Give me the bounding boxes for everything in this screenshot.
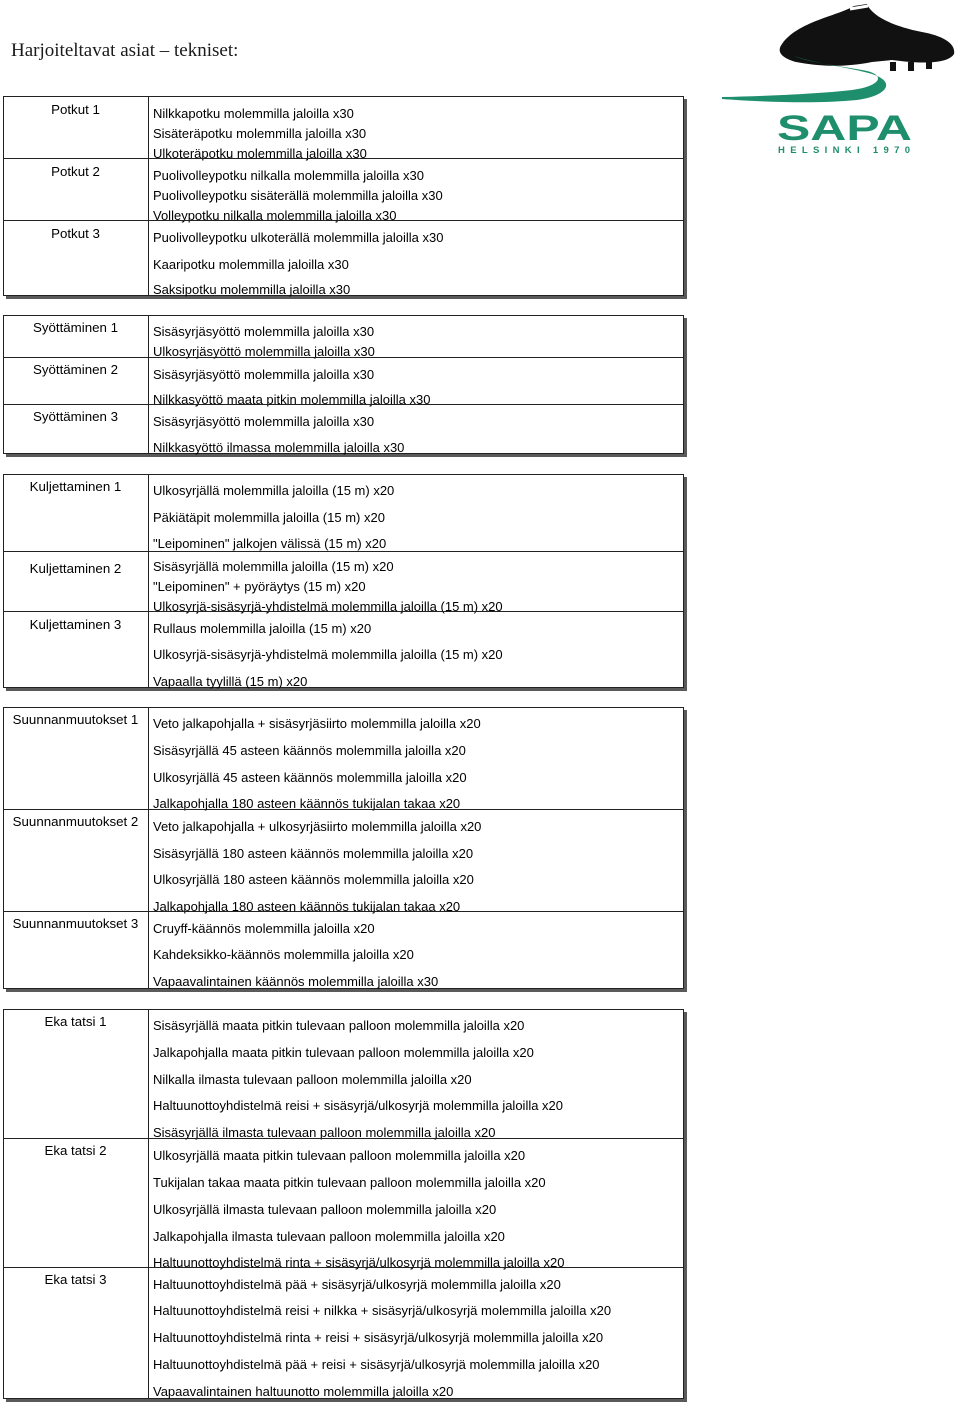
skill-item: Puolivolleypotku nilkalla molemmilla jaloilla x30: [153, 168, 424, 183]
skill-item: Nilkkapotku molemmilla jaloilla x30: [153, 106, 354, 121]
skill-item: Ulkosyrjällä 45 asteen käännös molemmilla jaloilla x20: [153, 770, 467, 785]
skill-item: Vapaalla tyylillä (15 m) x20: [153, 674, 308, 689]
skills-section: [3, 96, 684, 296]
skill-item: "Leipominen" + pyöräytys (15 m) x20: [153, 579, 366, 594]
skill-group-label: Eka tatsi 3: [44, 1272, 107, 1287]
skill-item: Sisäsyrjällä 180 asteen käännös molemmilla jaloilla x20: [153, 846, 474, 861]
skill-item: Ulkoteräpotku molemmilla jaloilla x30: [153, 146, 367, 161]
skills-section: [3, 707, 684, 989]
skill-item: Päkiätäpit molemmilla jaloilla (15 m) x20: [153, 510, 385, 525]
skill-group: [4, 911, 683, 989]
skill-item: Ulkosyrjällä maata pitkin tulevaan palloon molemmilla jaloilla x20: [153, 1148, 526, 1163]
skill-item: Vapaavalintainen haltuunotto molemmilla jaloilla x20: [153, 1384, 454, 1399]
skill-item: Haltuunottoyhdistelmä pää + sisäsyrjä/ulkosyrjä molemmilla jaloilla x20: [153, 1277, 561, 1292]
skill-group: [4, 97, 683, 161]
skill-group-label: Eka tatsi 1: [44, 1014, 107, 1029]
skill-item: Ulkosyrjällä 180 asteen käännös molemmilla jaloilla x20: [153, 872, 474, 887]
skill-group-label: Syöttäminen 2: [32, 362, 118, 377]
skill-items: [148, 552, 683, 612]
skill-items: [148, 475, 683, 551]
skill-group-label: Kuljettaminen 2: [29, 561, 122, 576]
skill-group: [4, 316, 683, 357]
skill-items: [148, 405, 683, 454]
skill-items: [148, 358, 683, 405]
skills-section: [3, 474, 684, 688]
skill-item: Nilkkasyöttö maata pitkin molemmilla jaloilla x30: [153, 392, 431, 407]
skill-item: Sisäsyrjällä ilmasta tulevaan palloon molemmilla jaloilla x20: [153, 1125, 496, 1140]
skill-group-label: Potkut 2: [51, 164, 100, 179]
skill-group: [4, 158, 683, 221]
skills-section: [3, 1009, 684, 1399]
skill-group-label: Suunnanmuutokset 3: [12, 916, 139, 931]
skill-item: Sisäsyrjällä 45 asteen käännös molemmilla jaloilla x20: [153, 743, 466, 758]
skill-item: Jalkapohjalla 180 asteen käännös tukijalan takaa x20: [153, 899, 461, 914]
skill-item: Kahdeksikko-käännös molemmilla jaloilla x20: [153, 947, 414, 962]
skill-item: Kaaripotku molemmilla jaloilla x30: [153, 257, 349, 272]
skill-item: Ulkosyrjällä molemmilla jaloilla (15 m) x20: [153, 483, 395, 498]
skill-item: Sisäteräpotku molemmilla jaloilla x30: [153, 126, 367, 141]
skill-items: [148, 97, 683, 161]
skill-items: [148, 1010, 683, 1138]
skill-item: Nilkalla ilmasta tulevaan palloon molemmilla jaloilla x20: [153, 1072, 472, 1087]
skill-group: [4, 1010, 683, 1138]
skill-item: Nilkkasyöttö ilmassa molemmilla jaloilla x30: [153, 440, 405, 455]
skill-item: Sisäsyrjäsyöttö molemmilla jaloilla x30: [153, 367, 375, 382]
skill-group: [4, 1267, 683, 1399]
skill-item: Ulkosyrjällä ilmasta tulevaan palloon molemmilla jaloilla x20: [153, 1202, 497, 1217]
skill-item: Sisäsyrjäsyöttö molemmilla jaloilla x30: [153, 324, 375, 339]
skill-item: Haltuunottoyhdistelmä rinta + sisäsyrjä/ulkosyrjä molemmilla jaloilla x20: [153, 1255, 565, 1270]
skill-item: Jalkapohjalla maata pitkin tulevaan palloon molemmilla jaloilla x20: [153, 1045, 534, 1060]
skill-group-label: Potkut 3: [51, 226, 100, 241]
skill-item: Puolivolleypotku sisäterällä molemmilla jaloilla x30: [153, 188, 443, 203]
skill-item: Haltuunottoyhdistelmä rinta + reisi + sisäsyrjä/ulkosyrjä molemmilla jaloilla x20: [153, 1330, 604, 1345]
skill-item: Saksipotku molemmilla jaloilla x30: [153, 282, 351, 297]
skill-group: [4, 220, 683, 296]
skill-group: [4, 404, 683, 454]
skill-items: [148, 708, 683, 809]
skill-group: [4, 551, 683, 612]
page-title: Harjoiteltavat asiat – tekniset:: [11, 40, 239, 61]
skill-item: Sisäsyrjäsyöttö molemmilla jaloilla x30: [153, 414, 375, 429]
skill-item: Jalkapohjalla 180 asteen käännös tukijalan takaa x20: [153, 796, 461, 811]
skill-group: [4, 809, 683, 912]
skill-group: [4, 475, 683, 551]
skill-item: Haltuunottoyhdistelmä reisi + nilkka + sisäsyrjä/ulkosyrjä molemmilla jaloilla x20: [153, 1303, 612, 1318]
skill-items: [148, 912, 683, 989]
skill-item: Jalkapohjalla ilmasta tulevaan palloon molemmilla jaloilla x20: [153, 1229, 505, 1244]
skill-items: [148, 810, 683, 912]
skill-items: [148, 1139, 683, 1268]
skill-item: Ulkosyrjä-sisäsyrjä-yhdistelmä molemmilla jaloilla (15 m) x20: [153, 647, 503, 662]
skill-group: [4, 708, 683, 809]
skill-item: Veto jalkapohjalla + sisäsyrjäsiirto molemmilla jaloilla x20: [153, 716, 481, 731]
skill-item: Rullaus molemmilla jaloilla (15 m) x20: [153, 621, 372, 636]
skill-item: Ulkosyrjä-sisäsyrjä-yhdistelmä molemmilla jaloilla (15 m) x20: [153, 599, 503, 614]
skill-item: Volleypotku nilkalla molemmilla jaloilla x30: [153, 208, 397, 223]
skill-group-label: Kuljettaminen 1: [29, 479, 122, 494]
skill-group: [4, 357, 683, 405]
skills-section: [3, 315, 684, 454]
skill-item: Haltuunottoyhdistelmä pää + reisi + sisäsyrjä/ulkosyrjä molemmilla jaloilla x20: [153, 1357, 600, 1372]
skill-items: [148, 221, 683, 296]
skill-group-label: Kuljettaminen 3: [29, 617, 122, 632]
skill-item: Haltuunottoyhdistelmä reisi + sisäsyrjä/ulkosyrjä molemmilla jaloilla x20: [153, 1098, 564, 1113]
skill-item: Veto jalkapohjalla + ulkosyrjäsiirto molemmilla jaloilla x20: [153, 819, 482, 834]
skill-item: Puolivolleypotku ulkoterällä molemmilla jaloilla x30: [153, 230, 444, 245]
skill-group: [4, 611, 683, 688]
skill-items: [148, 1268, 683, 1399]
skill-group-label: Potkut 1: [51, 102, 100, 117]
skill-item: Cruyff-käännös molemmilla jaloilla x20: [153, 921, 375, 936]
logo-wordmark: SAPA: [777, 109, 912, 148]
skill-group-label: Eka tatsi 2: [44, 1143, 107, 1158]
boot-swoosh-icon: [722, 4, 958, 154]
skill-group-label: Suunnanmuutokset 1: [12, 712, 139, 727]
skill-items: [148, 612, 683, 688]
sapa-logo: [722, 4, 958, 154]
skill-item: Sisäsyrjällä molemmilla jaloilla (15 m) x20: [153, 559, 394, 574]
skill-items: [148, 159, 683, 221]
logo-subtitle: HELSINKI 1970: [778, 145, 910, 154]
skill-item: "Leipominen" jalkojen välissä (15 m) x20: [153, 536, 387, 551]
skill-items: [148, 316, 683, 357]
skill-group-label: Suunnanmuutokset 2: [12, 814, 139, 829]
skill-item: Ulkosyrjäsyöttö molemmilla jaloilla x30: [153, 344, 375, 359]
skill-item: Tukijalan takaa maata pitkin tulevaan palloon molemmilla jaloilla x20: [153, 1175, 546, 1190]
skill-group-label: Syöttäminen 3: [32, 409, 118, 424]
skill-item: Sisäsyrjällä maata pitkin tulevaan palloon molemmilla jaloilla x20: [153, 1018, 525, 1033]
skill-group-label: Syöttäminen 1: [32, 320, 118, 335]
skill-item: Vapaavalintainen käännös molemmilla jaloilla x30: [153, 974, 439, 989]
skill-group: [4, 1138, 683, 1268]
